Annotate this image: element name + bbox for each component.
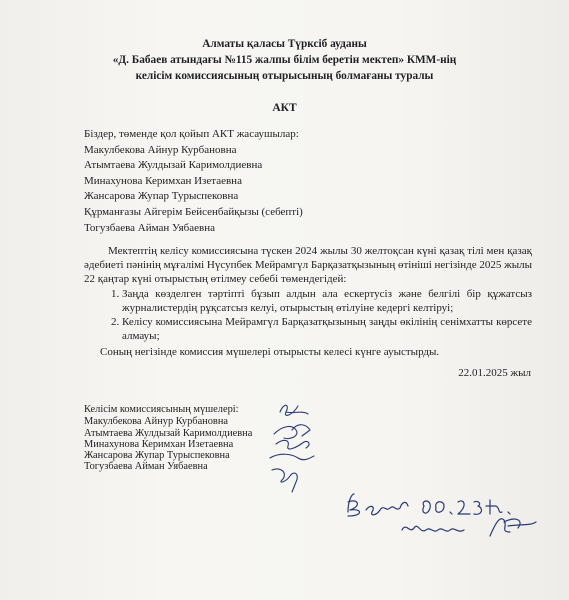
member-name: Тогузбаева Айман Уябаевна [84, 461, 208, 473]
reasons-list [84, 287, 532, 344]
member-name: Атымтаева Жулдызай Каримолдиевна [84, 427, 253, 439]
member-name: Минахунова Керимхан Изетаевна [84, 438, 234, 450]
members-block [84, 404, 252, 473]
body-text [84, 244, 532, 360]
signer-name: Құрманғазы Айгерім Бейсенбайқызы (себепті) [84, 205, 303, 218]
signers-block [84, 127, 303, 236]
signer-name: Тогузбаева Айман Уябаевна [84, 221, 215, 234]
reason-item: 1. Заңда көзделген тәртіпті бұзып алдын ала ескертусіз және белгілі бір құжатсыз журналистердің рұқсатсыз келуі, отырыстың өтілуіне кедергі келтіруі; [122, 287, 532, 315]
member-name: Жансарова Жупар Турыспековна [84, 450, 230, 462]
act-title: АКТ [272, 102, 297, 114]
signer-name: Жансарова Жупар Турыспековна [84, 190, 239, 203]
signer-name: Минахунова Керимхан Изетаевна [84, 174, 242, 187]
header-line-3: келісім комиссиясының отырысының болмағаны туралы [135, 70, 434, 82]
handwritten-annotation [340, 486, 550, 546]
reason-item: 2. Келісу комиссиясына Мейрамгүл Барқазатқызының заңды өкілінің сенімхатты көрсете алмауы; [122, 315, 532, 343]
document-header [0, 36, 569, 84]
header-line-2: «Д. Бабаев атындағы №115 жалпы білім беретін мектеп» КММ-нің [112, 54, 457, 66]
main-paragraph: Мектептің келісу комиссиясына түскен 2024 жылы 30 желтоқсан күні қазақ тілі мен қазақ әдебиеті пәнінің мұғалімі Нүсупбек Мейрамгүл Барқазатқызының өтініші негізінде 2025 жылы 22 қаңтар күні отырыстың өтілмеу себебі төмендегідей: [84, 245, 533, 286]
document-date: 22.01.2025 жыл [458, 367, 531, 379]
signers-intro: Біздер, төменде қол қойып АКТ жасаушылар: [84, 128, 299, 140]
member-signatures [262, 400, 322, 500]
member-name: Макулбекова Айнур Курбановна [84, 416, 229, 428]
signer-name: Макулбекова Айнур Курбановна [84, 143, 237, 156]
signer-name: Атымтаева Жулдызай Каримолдиевна [84, 159, 263, 172]
header-line-1: Алматы қаласы Түрксіб ауданы [202, 38, 367, 50]
closing-paragraph: Соның негізінде комиссия мүшелері отырысты келесі күнге ауыстырды. [100, 346, 440, 359]
members-label: Келісім комиссиясының мүшелері: [84, 404, 239, 415]
